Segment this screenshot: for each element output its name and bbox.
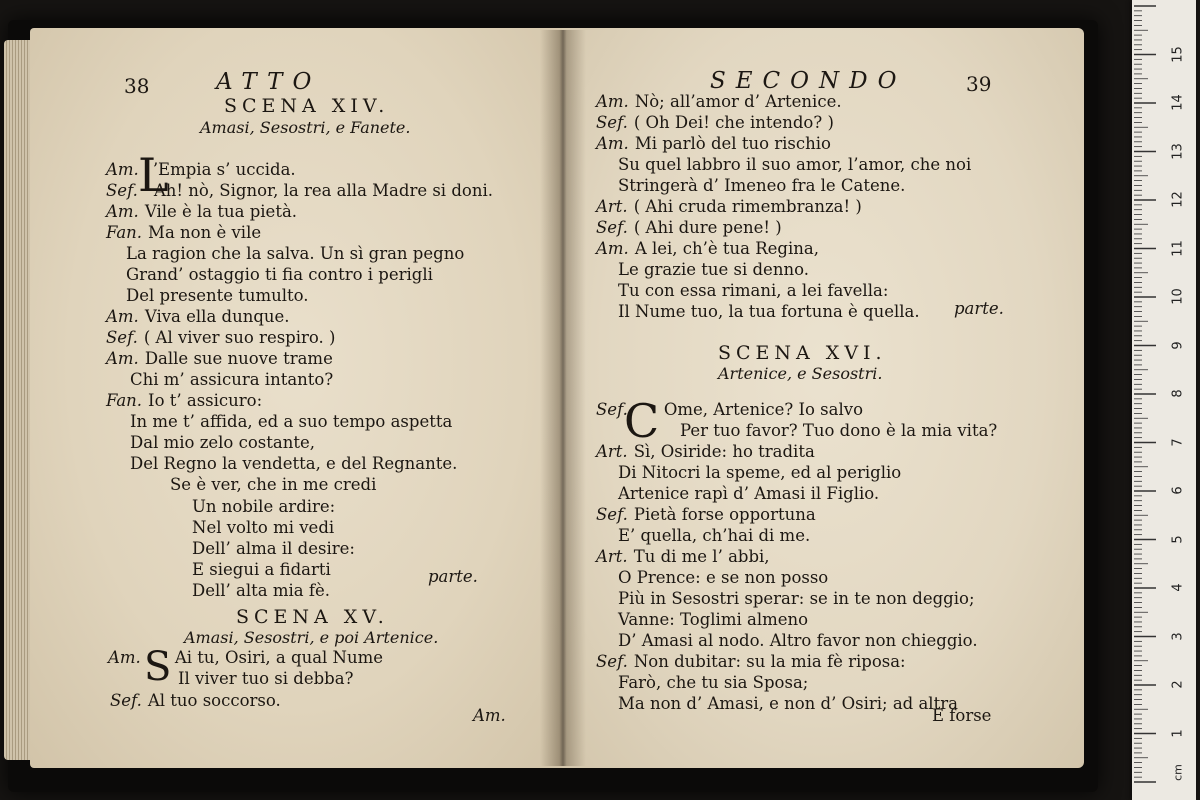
line-text: Chi m’ assicura intanto? [130,370,334,389]
line-text: Dalle sue nuove trame [144,349,333,368]
ruler-label: 10 [1170,288,1186,305]
line-text: Per tuo favor? Tuo dono è la mia vita? [680,421,998,440]
line-text: ( Ahi dure pene! ) [633,218,782,237]
aria-verse: Dell’ alma il desire: [192,539,355,558]
speaker-label: Sef. [596,218,628,237]
line-text: Del presente tumulto. [126,286,309,305]
scene-title-xiv: SCENA XIV. [224,95,390,117]
ruler-label: 13 [1170,142,1186,160]
speaker-label: Sef. [596,652,628,671]
dialogue-line [126,246,464,263]
dialogue-line [130,456,457,473]
dialogue-line [618,178,905,195]
drop-cap-l: L [138,148,169,202]
line-text: Pietà forse opportuna [633,505,816,524]
dialogue-line [106,225,261,242]
ruler-label: 1 [1170,728,1186,738]
line-text: D’ Amasi al nodo. Altro favor non chieggio. [618,631,978,650]
speaker-label: Am. [108,648,141,667]
speaker-label: Art. [596,547,628,566]
ruler-label: 4 [1170,583,1186,592]
speaker-label: Fan. [106,391,143,410]
line-text: ( Oh Dei! che intendo? ) [633,113,834,132]
line-text: Su quel labbro il suo amor, l’amor, che noi [618,155,972,174]
dialogue-line [680,423,997,440]
line-text: Farò, che tu sia Sposa; [618,673,809,692]
dialogue-line [596,199,862,216]
aria-verse: Dell’ alta mia fè. [192,581,330,600]
dialogue-line [106,393,262,410]
running-head-right: SECONDO [710,68,907,94]
speaker-label: Am. [106,307,139,326]
ruler-ticks [1132,0,1196,800]
line-text: Mi parlò del tuo rischio [634,134,831,153]
line-text: Di Nitocri la speme, ed al periglio [618,463,902,482]
dialogue-line [596,444,815,461]
dialogue-line [618,675,808,692]
line-text: Le grazie tue si denno. [618,260,809,279]
line-text: Dal mio zelo costante, [130,433,315,452]
line-text: Ma non d’ Amasi, e non d’ Osiri; ad altra [618,694,958,713]
aria-verse: Un nobile ardire: [192,497,336,516]
line-text: Tu di me l’ abbi, [633,547,770,566]
dialogue-line [106,204,297,221]
left-page [30,28,562,768]
line-text: O Prence: e se non posso [618,568,829,587]
speaker-label: Am. [106,202,139,221]
speaker-label: Sef. [106,328,138,347]
speaker-label: Am. [596,239,629,258]
line-text: Più in Sesostri sperar: se in te non deggio; [618,589,975,608]
line-text: Grand’ ostaggio ti fia contro i perigli [126,265,433,284]
stage-direction-parte-right: parte. [954,299,1004,318]
dialogue-line [618,262,809,279]
dialogue-line [126,267,433,284]
dialogue-line [596,402,863,419]
line-text: Non dubitar: su la mia fè riposa: [633,652,906,671]
speaker-label: Sef. [110,691,142,710]
line-text: ( Ahi cruda rimembranza! ) [633,197,862,216]
ruler-label: 2 [1170,680,1186,689]
line-text: Stringerà d’ Imeneo fra le Catene. [618,176,906,195]
dialogue-line [106,309,290,326]
scene-title-xv: SCENA XV. [236,606,389,628]
speaker-label: Sef. [596,505,628,524]
dialogue-line [596,220,782,237]
line-text: Vile è la tua pietà. [144,202,298,221]
dialogue-line [126,288,309,305]
catchword-right: E forse [932,706,992,725]
dialogue-line [618,283,888,300]
line-text: E’ quella, ch’hai di me. [618,526,811,545]
ruler-label: 14 [1170,94,1186,111]
line-text: Ma non è vile [148,223,262,242]
line-text: Al tuo soccorso. [147,691,281,710]
speaker-label: Sef. [596,113,628,132]
dialogue-line [596,654,906,671]
speaker-label: Art. [596,197,628,216]
speaker-label: Am. [106,349,139,368]
dialogue-line [596,507,816,524]
dialogue-line [106,330,335,347]
line-text: Il viver tuo si debba? [178,669,354,688]
speaker-label: Am. [596,134,629,153]
dialogue-line [618,528,810,545]
dialogue-line [130,435,315,452]
line-text: Nò; all’amor d’ Artenice. [634,92,842,111]
running-head-left: ATTO [216,69,322,95]
drop-cap-c: C [624,394,660,448]
ruler-label: 9 [1170,340,1186,350]
ruler-label: 5 [1170,534,1186,544]
page-number-left: 38 [124,74,150,98]
line-text: Il Nume tuo, la tua fortuna è quella. [618,302,920,321]
right-page [562,28,1084,768]
line-text: Ome, Artenice? Io salvo [663,400,864,419]
line-text: Tu con essa rimani, a lei favella: [618,281,889,300]
speaker-label: Fan. [106,223,143,242]
line-text: Ai tu, Osiri, a qual Nume [174,648,384,667]
line-text: ( Al viver suo respiro. ) [143,328,336,347]
line-text: La ragion che la salva. Un sì gran pegno [126,244,465,263]
dialogue-line [596,549,770,566]
dialogue-line [618,157,971,174]
aria-verse: Se è ver, che in me credi [170,475,377,494]
scene-cast-xvi: Artenice, e Sesostri. [718,364,883,383]
aria-verse: Nel volto mi vedi [192,518,335,537]
ruler-label: 11 [1170,239,1186,257]
speaker-label: Am. [106,160,139,179]
dialogue-line [106,351,333,368]
line-text: In me t’ affida, ed a suo tempo aspetta [130,412,453,431]
ruler-label: 7 [1170,437,1186,447]
ruler-label: 3 [1170,631,1186,641]
dialogue-line [596,241,819,258]
dialogue-line [618,696,958,713]
scene-cast-xiv: Amasi, Sesostri, e Fanete. [200,118,411,137]
dialogue-line [178,671,353,688]
scene-cast-xv: Amasi, Sesostri, e poi Artenice. [184,628,439,647]
dialogue-line [618,570,828,587]
dialogue-line [596,115,834,132]
line-text: ’Empia s’ uccida. [152,160,296,179]
dialogue-line [618,304,920,321]
speaker-label: Sef. [596,400,628,419]
dialogue-line [618,633,978,650]
dialogue-line [618,591,975,608]
speaker-label: Sef. [106,181,138,200]
dialogue-line [106,183,493,200]
dialogue-line [596,94,842,111]
dialogue-line [618,612,808,629]
drop-cap-s: S [144,644,172,690]
catchword-left: Am. [473,706,506,725]
dialogue-line [618,465,901,482]
measuring-ruler [1132,0,1196,800]
speaker-label: Am. [596,92,629,111]
dialogue-line [130,372,333,389]
ruler-label: 8 [1170,389,1186,398]
speaker-label: Art. [596,442,628,461]
ruler-label: 15 [1170,45,1186,63]
dialogue-line [130,414,452,431]
line-text: Vanne: Toglimi almeno [618,610,809,629]
dialogue-line [106,162,296,179]
stage-direction-parte-left: parte. [428,567,478,586]
dialogue-line [596,136,831,153]
line-text: Artenice rapì d’ Amasi il Figlio. [618,484,880,503]
line-text: Ah! nò, Signor, la rea alla Madre si doni. [153,181,493,200]
page-number-right: 39 [966,72,992,96]
dialogue-line [108,650,383,667]
line-text: Sì, Osiride: ho tradita [633,442,815,461]
scene-title-xvi: SCENA XVI. [718,342,887,364]
line-text: Io t’ assicuro: [148,391,263,410]
aria-verse: E siegui a fidarti [192,560,331,579]
line-text: Viva ella dunque. [144,307,290,326]
dialogue-line [110,693,281,710]
dialogue-line [618,486,879,503]
ruler-label: 12 [1170,191,1186,208]
line-text: A lei, ch’è tua Regina, [634,239,819,258]
line-text: Del Regno la vendetta, e del Regnante. [130,454,458,473]
ruler-unit-label: cm [1171,764,1185,781]
ruler-label: 6 [1170,486,1186,495]
